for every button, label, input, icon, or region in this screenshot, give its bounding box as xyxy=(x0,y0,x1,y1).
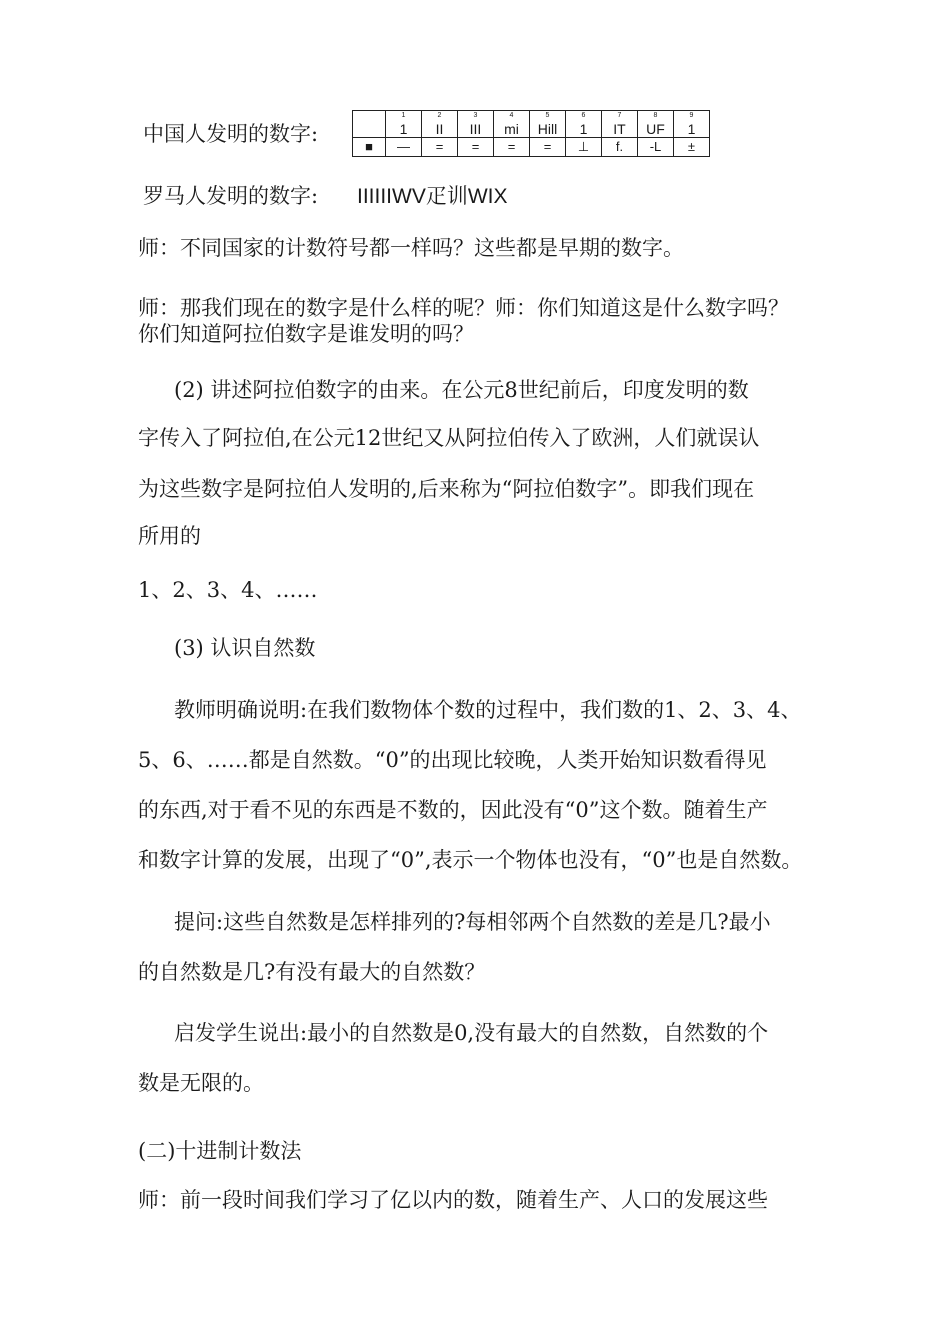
paragraph-line: 为这些数字是阿拉伯人发明的,后来称为“阿拉伯数字”。即我们现在 xyxy=(138,477,755,501)
paragraph-line: 所用的 xyxy=(138,524,201,548)
paragraph-line: 启发学生说出:最小的自然数是0,没有最大的自然数，自然数的个 xyxy=(174,1021,769,1045)
table-cell: IT xyxy=(602,121,638,138)
chinese-numerals-label: 中国人发明的数字: xyxy=(143,122,319,146)
table-cell: = xyxy=(422,138,458,157)
paragraph-line: 师：前一段时间我们学习了亿以内的数，随着生产、人口的发展这些 xyxy=(138,1188,768,1212)
symbol-row xyxy=(353,121,710,138)
paragraph-line: 师：不同国家的计数符号都一样吗？这些都是早期的数字。 xyxy=(138,236,684,260)
index-row xyxy=(353,111,710,122)
table-cell: III xyxy=(458,121,494,138)
paragraph-line: 你们知道阿拉伯数字是谁发明的吗？ xyxy=(138,322,474,346)
paragraph-line: 1、2、3、4、…… xyxy=(138,578,318,602)
table-cell: ⊥ xyxy=(566,138,602,157)
table-cell: 8 xyxy=(638,111,674,122)
paragraph-line: 提问:这些自然数是怎样排列的?每相邻两个自然数的差是几?最小 xyxy=(174,910,771,934)
paragraph-line: 和数字计算的发展，出现了“0”,表示一个物体也没有，“0”也是自然数。 xyxy=(138,848,803,872)
table-cell: = xyxy=(458,138,494,157)
table-cell: 2 xyxy=(422,111,458,122)
table-cell: Hill xyxy=(530,121,566,138)
table-cell: 1 xyxy=(386,121,422,138)
table-cell: mi xyxy=(494,121,530,138)
numeral-table xyxy=(352,110,710,157)
bottom-row xyxy=(353,138,710,157)
paragraph-line: 字传入了阿拉伯,在公元12世纪又从阿拉伯传入了欧洲，人们就误认 xyxy=(138,426,760,450)
paragraph-line: 师：那我们现在的数字是什么样的呢？师：你们知道这是什么数字吗？ xyxy=(138,296,789,320)
table-cell xyxy=(353,111,386,122)
table-cell: — xyxy=(386,138,422,157)
paragraph-line: 数是无限的。 xyxy=(138,1071,264,1095)
table-cell: 3 xyxy=(458,111,494,122)
table-cell: 1 xyxy=(386,111,422,122)
table-cell: II xyxy=(422,121,458,138)
table-cell: 9 xyxy=(674,111,710,122)
table-cell: 1 xyxy=(566,121,602,138)
table-cell: 7 xyxy=(602,111,638,122)
table-cell: 1 xyxy=(674,121,710,138)
table-cell: = xyxy=(530,138,566,157)
table-cell: ± xyxy=(674,138,710,157)
table-cell: UF xyxy=(638,121,674,138)
paragraph-line: (3) 认识自然数 xyxy=(174,636,316,660)
table-cell: 6 xyxy=(566,111,602,122)
paragraph-line: 5、6、……都是自然数。“0”的出现比较晚，人类开始知识数看得见 xyxy=(138,748,767,772)
table-cell: 4 xyxy=(494,111,530,122)
table-cell: ■ xyxy=(353,138,386,157)
paragraph-line: 教师明确说明:在我们数物体个数的过程中，我们数的1、2、3、4、 xyxy=(174,698,802,722)
paragraph-line: (2) 讲述阿拉伯数字的由来。在公元8世纪前后，印度发明的数 xyxy=(174,378,749,402)
section-heading: (二)十进制计数法 xyxy=(138,1139,302,1163)
roman-numerals-text: IIIIIIWV疋训WIX xyxy=(357,185,508,208)
table-cell: f. xyxy=(602,138,638,157)
table-cell: = xyxy=(494,138,530,157)
paragraph-line: 的自然数是几?有没有最大的自然数？ xyxy=(138,960,486,984)
table-cell: -L xyxy=(638,138,674,157)
paragraph-line: 的东西,对于看不见的东西是不数的，因此没有“0”这个数。随着生产 xyxy=(138,798,768,822)
table-cell xyxy=(353,121,386,138)
table-cell: 5 xyxy=(530,111,566,122)
roman-numerals-label: 罗马人发明的数字: xyxy=(143,184,319,208)
